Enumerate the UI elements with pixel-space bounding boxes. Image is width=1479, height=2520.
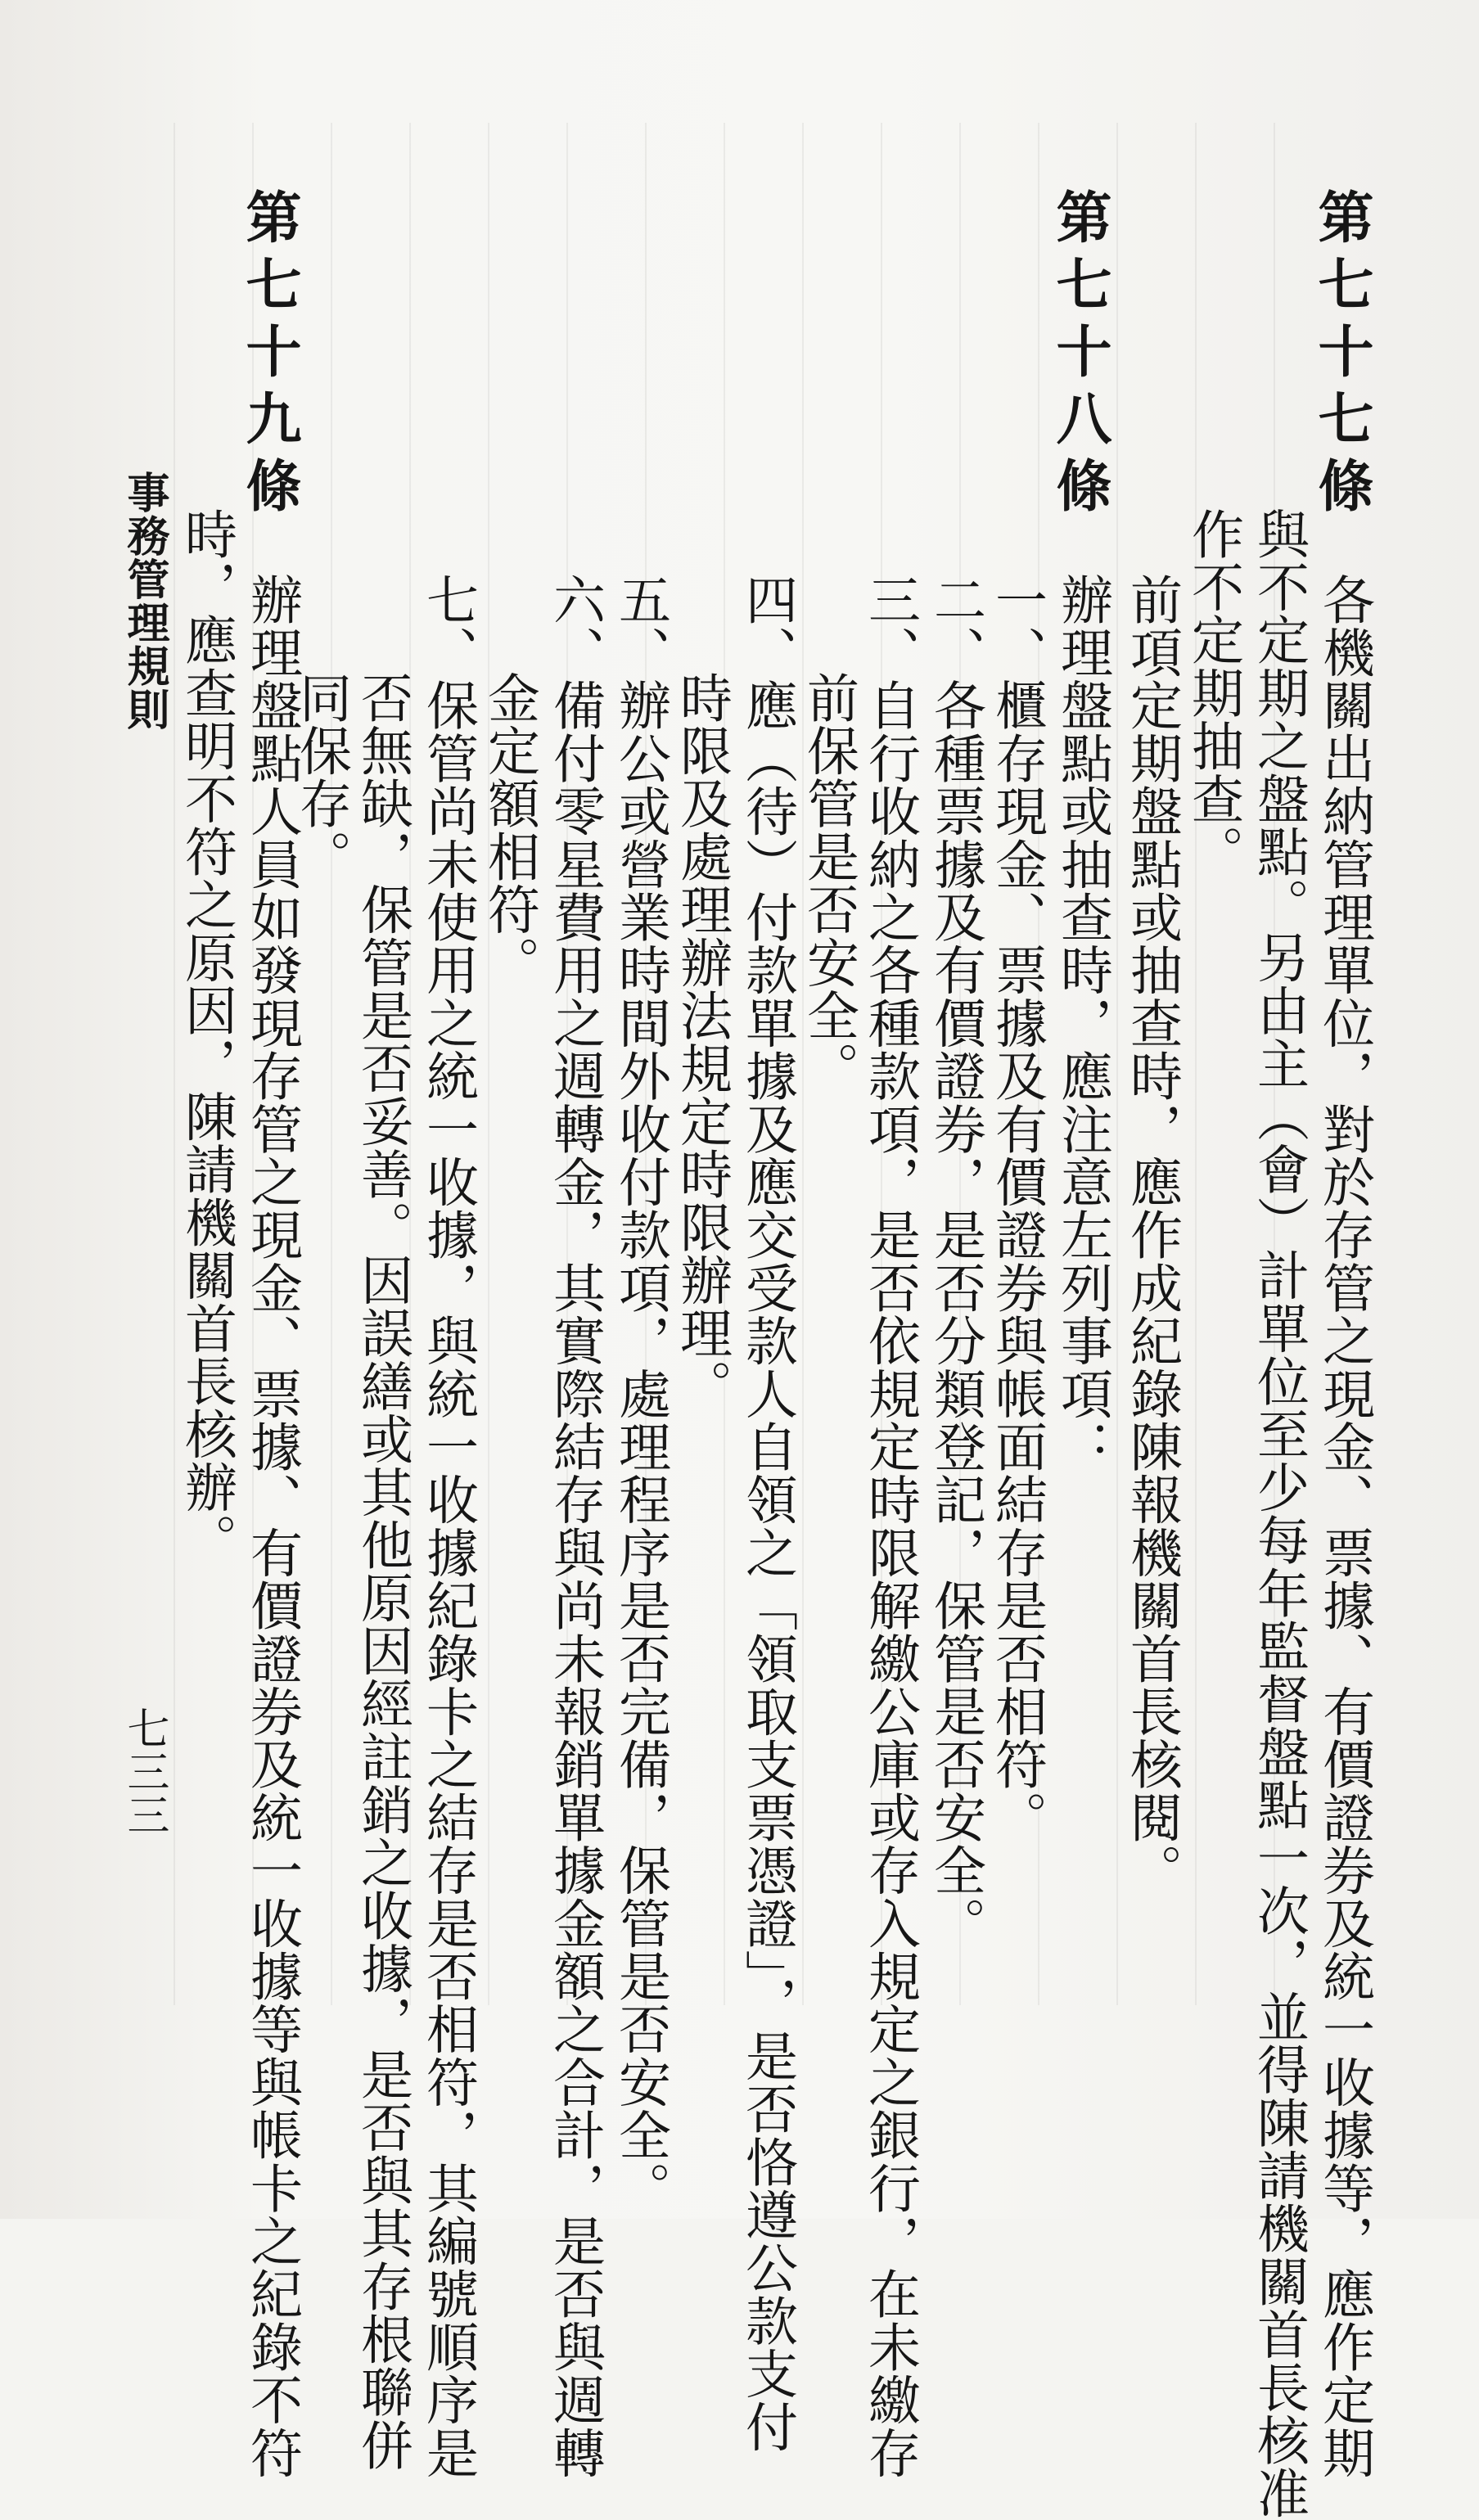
article-77-line-2: 與不定期之盤點。另由主（會）計單位至少每年監督盤點一次，並得陳請機關首長核准 [1248,507,1309,2520]
article-78-item-3-cont: 前保管是否安全。 [798,671,859,1095]
article-77-line-4: 前項定期盤點或抽查時，應作成紀錄陳報機關首長核閱。 [1121,573,1182,1897]
article-78-item-6-cont: 金定額相符。 [479,671,539,990]
page-number: 七三三 [119,1706,169,1837]
article-77-line-1: 各機關出納管理單位，對於存管之現金、票據、有價證券及統一收據等，應作定期 [1314,573,1374,2480]
article-79-number: 第七十九條 [237,188,302,524]
article-78-item-6: 六、備付零星費用之週轉金，其實際結存與尚未報銷單據金額之合計，是否與週轉 [544,573,605,2480]
article-78-line-1: 辦理盤點或抽查時，應注意左列事項： [1052,573,1112,1473]
article-78-item-7: 七、保管尚未使用之統一收據，與統一收據紀錄卡之結存是否相符，其編號順序是 [417,573,478,2480]
article-78-item-4: 四、應（待）付款單據及應交受款人自領之「領取支票憑證」，是否恪遵公款支付 [737,573,797,2454]
article-77-line-3: 作不定期抽查。 [1183,507,1243,878]
article-79-line-1: 辦理盤點人員如發現存管之現金、票據、有價證券及統一收據等與帳卡之紀錄不符 [241,573,302,2480]
article-79-line-2: 時，應查明不符之原因，陳請機關首長核辦。 [176,507,237,1567]
article-78-item-2: 二、各種票據及有價證券，是否分類登記，保管是否安全。 [925,573,985,1950]
running-header: 事務管理規則 [119,471,169,731]
article-77-number: 第七十七條 [1309,188,1374,524]
article-78-item-7-cont-1: 否無缺，保管是否妥善。因誤繕或其他原因經註銷之收據，是否與其存根聯併 [352,671,413,2472]
article-78-number: 第七十八條 [1047,188,1112,524]
article-78-item-5: 五、辦公或營業時間外收付款項，處理程序是否完備，保管是否安全。 [610,573,670,2215]
article-78-item-4-cont: 時限及處理辦法規定時限辦理。 [671,671,732,1413]
article-78-item-7-cont-2: 同保存。 [291,671,351,883]
article-78-item-3: 三、自行收納之各種款項，是否依規定時限解繳公庫或存入規定之銀行，在未繳存 [859,573,920,2480]
article-78-item-1: 一、櫃存現金、票據及有價證券與帳面結存是否相符。 [986,573,1047,1844]
